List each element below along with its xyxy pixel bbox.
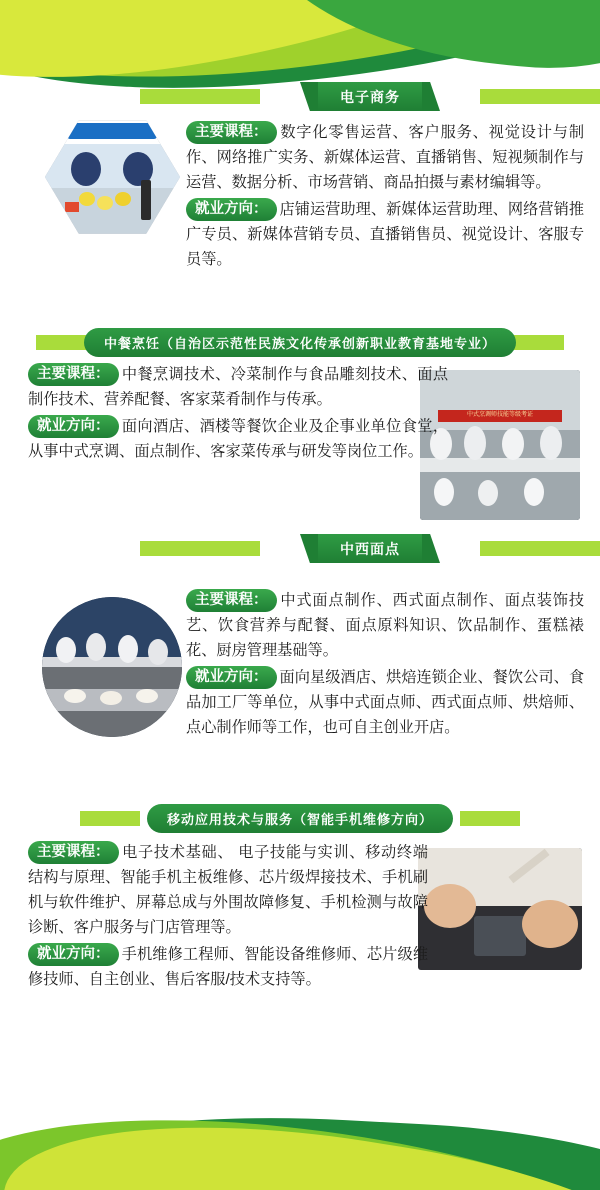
banner-tail-left	[140, 89, 260, 104]
course-tag: 主要课程：	[186, 121, 277, 144]
photo-person-left	[71, 152, 101, 186]
career-tag: 就业方向：	[186, 666, 277, 689]
course-text: 电子技术基础、 电子技能与实训、移动终端结构与原理、智能手机主板维修、芯片级焊接技术、手机刷机与软件维护、屏幕总成与外围故障修复、手机检测与故障诊断、客户服务与门店管理等。	[28, 844, 428, 936]
photo-hand-right	[522, 900, 578, 948]
course-paragraph	[186, 120, 584, 195]
photo-student-2	[86, 633, 106, 661]
banner-tail-right	[460, 811, 520, 826]
photo-fruit-1	[79, 192, 95, 206]
photo-chef-6	[478, 480, 498, 506]
career-paragraph	[28, 942, 428, 992]
banner-tail-left	[140, 541, 260, 556]
pastry-classroom-photo	[42, 597, 182, 737]
photo-plate-3	[136, 689, 158, 703]
banner-label: 中餐烹饪（自治区示范性民族文化传承创新职业教育基地专业）	[84, 328, 516, 357]
course-text: 数字化零售运营、客户服务、视觉设计与制作、网络推广实务、新媒体运营、直播销售、短视频制作与运营、数据分析、市场营销、商品拍摄与素材编辑等。	[186, 124, 584, 191]
top-decorative-band	[0, 0, 600, 92]
section-banner-pastry	[140, 534, 600, 563]
section-body-e-commerce	[186, 120, 584, 274]
bottom-decorative-band	[0, 1090, 600, 1190]
photo-chef-5	[434, 478, 454, 506]
course-tag: 主要课程：	[28, 363, 119, 386]
photo-student-4	[148, 639, 168, 665]
course-paragraph	[28, 840, 428, 940]
course-tag: 主要课程：	[28, 841, 119, 864]
banner-tail-right	[480, 89, 600, 104]
photo-chef-4	[540, 426, 562, 460]
exam-sign: 中式烹调师技能等级考证	[438, 410, 562, 422]
career-text: 面向星级酒店、烘焙连锁企业、餐饮公司、食品加工厂等单位，从事中式面点师、西式面点师、烘焙师、点心制作师等工作，也可自主创业开店。	[186, 669, 584, 736]
photo-plate-1	[64, 689, 86, 703]
banner-tail-right	[480, 541, 600, 556]
career-text: 店铺运营助理、新媒体运营助理、网络营销推广专员、新媒体营销专员、直播销售员、视觉设计、客服专员等。	[186, 201, 584, 268]
photo-microphone	[141, 180, 151, 220]
ecommerce-livestream-photo	[45, 118, 180, 236]
photo-chef-3	[502, 428, 524, 460]
photo-phone-board	[474, 916, 526, 956]
course-tag: 主要课程：	[186, 589, 277, 612]
career-text: 手机维修工程师、智能设备维修师、芯片级维修技师、自主创业、售后客服/技术支持等。	[28, 946, 428, 988]
photo-chef-2	[464, 426, 486, 460]
photo-logo-chip	[65, 202, 79, 212]
photo-hand-left	[424, 884, 476, 928]
section-body-mobile-app	[28, 840, 428, 994]
section-body-chinese-cuisine	[28, 362, 448, 466]
career-text: 面向酒店、酒楼等餐饮企业及企事业单位食堂，从事中式烹调、面点制作、客家菜传承与研发等岗位工作。	[28, 418, 448, 460]
career-paragraph	[186, 665, 584, 740]
photo-wall	[45, 144, 180, 188]
photo-desk	[45, 188, 180, 236]
photo-student-1	[56, 637, 76, 663]
photo-fruit-2	[97, 196, 113, 210]
photo-fruit-3	[115, 192, 131, 206]
career-tag: 就业方向：	[186, 198, 277, 221]
banner-label: 电子商务	[314, 82, 426, 111]
banner-tail-left	[80, 811, 140, 826]
section-body-pastry	[186, 588, 584, 742]
photo-student-3	[118, 635, 138, 663]
photo-plate-2	[100, 691, 122, 705]
banner-label: 移动应用技术与服务（智能手机维修方向）	[147, 804, 453, 833]
career-paragraph	[186, 197, 584, 272]
photo-banner-text	[67, 123, 157, 139]
section-banner-e-commerce	[140, 82, 600, 111]
banner-label: 中西面点	[314, 534, 426, 563]
section-banner-mobile-app	[80, 804, 520, 833]
phone-repair-photo	[418, 848, 582, 970]
course-paragraph	[186, 588, 584, 663]
photo-chef-7	[524, 478, 544, 506]
career-tag: 就业方向：	[28, 415, 119, 438]
career-tag: 就业方向：	[28, 943, 119, 966]
section-banner-chinese-cuisine	[36, 328, 564, 357]
course-text: 中餐烹调技术、冷菜制作与食品雕刻技术、面点制作技术、营养配餐、客家菜肴制作与传承。	[28, 366, 448, 408]
career-paragraph	[28, 414, 448, 464]
course-text: 中式面点制作、西式面点制作、面点装饰技艺、饮食营养与配餐、面点原料知识、饮品制作、蛋糕裱花、厨房管理基础等。	[186, 592, 584, 659]
course-paragraph	[28, 362, 448, 412]
